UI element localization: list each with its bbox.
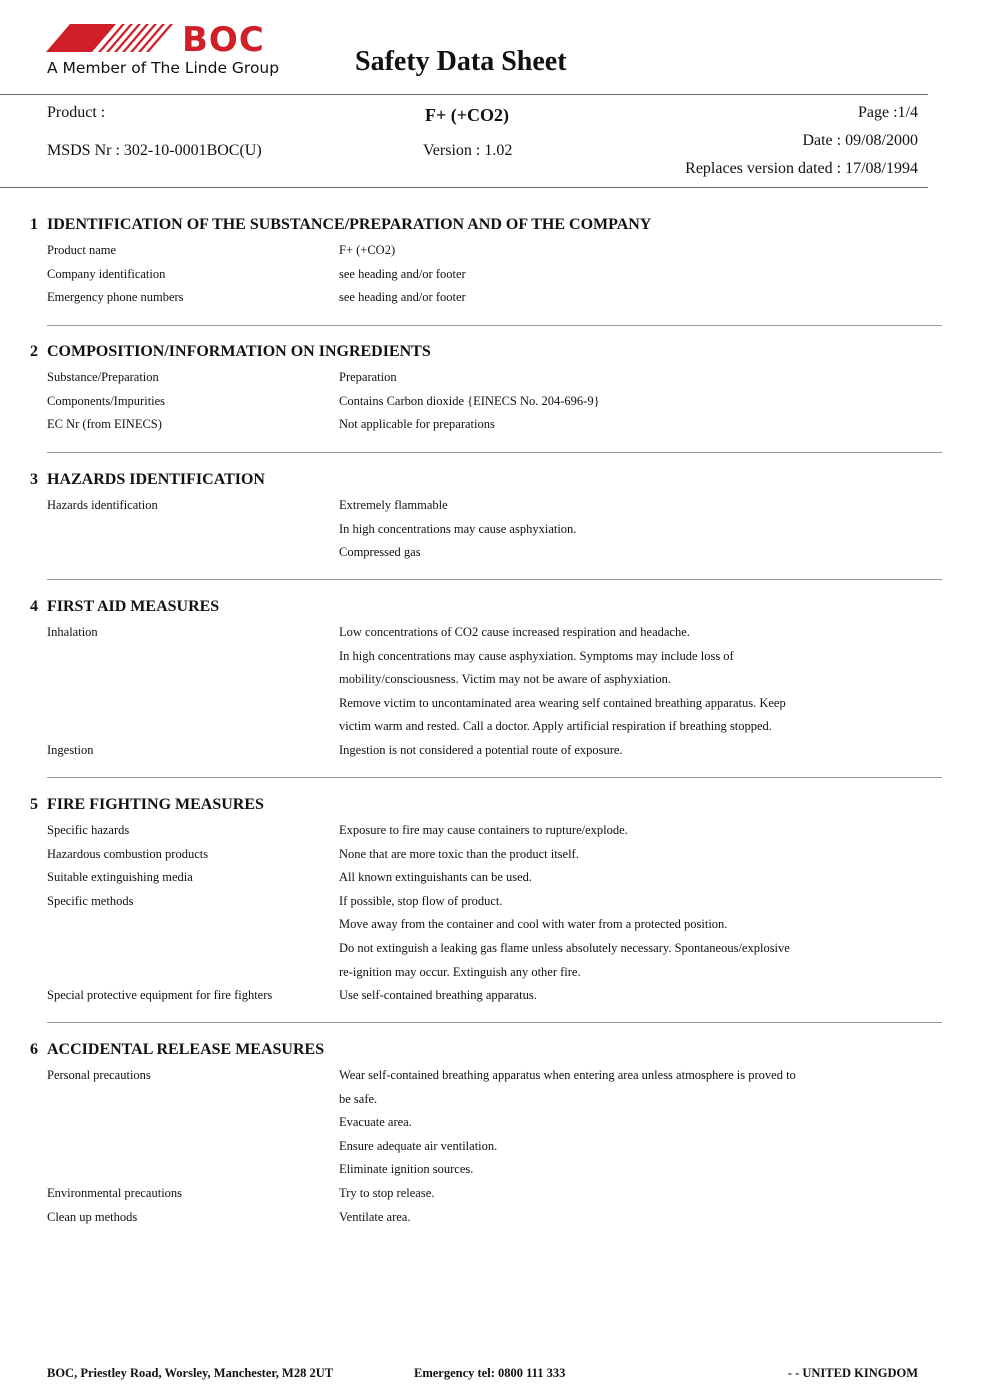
- document-title: Safety Data Sheet: [355, 46, 567, 77]
- section-title: [30, 471, 265, 489]
- section-number: 4: [30, 598, 38, 615]
- field-value: Do not extinguish a leaking gas flame unless absolutely necessary. Spontaneous/explosive: [339, 941, 790, 955]
- section-number: 1: [30, 216, 38, 233]
- product-value: F+ (+CO2): [425, 105, 509, 125]
- footer-address: BOC, Priestley Road, Worsley, Manchester, M28 2UT: [47, 1366, 334, 1380]
- logo-tagline: A Member of The Linde Group: [47, 59, 280, 77]
- footer-country: - - UNITED KINGDOM: [787, 1366, 918, 1380]
- field-value: If possible, stop flow of product.: [339, 893, 503, 908]
- field-label: EC Nr (from EINECS): [47, 417, 162, 432]
- section-heading: HAZARDS IDENTIFICATION: [47, 471, 265, 488]
- field-value: F+ (+CO2): [339, 243, 396, 257]
- field-value: In high concentrations may cause asphyxiation.: [339, 521, 577, 536]
- field-value: see heading and/or footer: [339, 290, 466, 305]
- footer-emergency: Emergency tel: 0800 111 333: [414, 1366, 566, 1380]
- field-value: Eliminate ignition sources.: [339, 1162, 474, 1177]
- field-value: Low concentrations of CO2 cause increased respiration and headache.: [339, 625, 690, 639]
- field-value: see heading and/or footer: [339, 266, 466, 281]
- section-heading: ACCIDENTAL RELEASE MEASURES: [47, 1041, 325, 1058]
- field-label: Inhalation: [47, 625, 98, 639]
- field-label: Environmental precautions: [47, 1186, 183, 1200]
- header-bottom-rule: [0, 187, 928, 188]
- field-label: Clean up methods: [47, 1209, 138, 1224]
- section-title: [30, 598, 219, 616]
- field-label: Ingestion: [47, 743, 94, 757]
- field-value: Preparation: [339, 370, 397, 384]
- section-title: [30, 796, 264, 814]
- logo-brand: BOC: [182, 20, 265, 60]
- section-number: 2: [30, 343, 38, 360]
- page-number: Page :1/4: [858, 104, 918, 121]
- section-divider: [47, 325, 942, 326]
- field-value: re-ignition may occur. Extinguish any other fire.: [339, 964, 581, 979]
- section-title: [30, 216, 651, 234]
- field-label: Emergency phone numbers: [47, 290, 184, 305]
- field-value: Compressed gas: [339, 545, 421, 560]
- field-label: Components/Impurities: [47, 393, 166, 408]
- section-number: 5: [30, 796, 38, 813]
- section-divider: [47, 452, 942, 453]
- product-label: Product :: [47, 104, 106, 121]
- field-value: be safe.: [339, 1091, 378, 1106]
- field-value: Wear self-contained breathing apparatus when entering area unless atmosphere is proved to: [339, 1068, 796, 1082]
- field-value: Use self-contained breathing apparatus.: [339, 988, 537, 1003]
- field-label: Special protective equipment for fire fighters: [47, 988, 273, 1003]
- field-value: Ventilate area.: [339, 1209, 411, 1224]
- msds-number: MSDS Nr : 302-10-0001BOC(U): [47, 142, 262, 159]
- field-value: Contains Carbon dioxide {EINECS No. 204-696-9}: [339, 393, 600, 408]
- replaces-version: Replaces version dated : 17/08/1994: [685, 160, 918, 177]
- field-value: Not applicable for preparations: [339, 417, 495, 432]
- section-number: 3: [30, 471, 38, 488]
- section-heading: COMPOSITION/INFORMATION ON INGREDIENTS: [47, 343, 431, 360]
- field-label: Company identification: [47, 266, 166, 281]
- field-label: Personal precautions: [47, 1068, 151, 1082]
- field-value: Ensure adequate air ventilation.: [339, 1138, 498, 1153]
- header-top-rule: [0, 94, 928, 95]
- field-label: Hazards identification: [47, 498, 158, 512]
- field-label: Specific methods: [47, 893, 134, 908]
- field-value: Ingestion is not considered a potential route of exposure.: [339, 743, 623, 757]
- field-value: victim warm and rested. Call a doctor. Apply artificial respiration if breathing stopped.: [339, 719, 772, 734]
- section-divider: [47, 579, 942, 580]
- field-value: mobility/consciousness. Victim may not be aware of asphyxiation.: [339, 672, 671, 687]
- issue-date: Date : 09/08/2000: [802, 132, 918, 149]
- section-divider: [47, 777, 942, 778]
- section-heading: IDENTIFICATION OF THE SUBSTANCE/PREPARATION AND OF THE COMPANY: [47, 216, 652, 233]
- field-value: None that are more toxic than the product itself.: [339, 846, 579, 861]
- field-value: Try to stop release.: [339, 1186, 435, 1200]
- field-value: Remove victim to uncontaminated area wearing self contained breathing apparatus. Keep: [339, 695, 786, 710]
- section-heading: FIRE FIGHTING MEASURES: [47, 796, 264, 813]
- section-title: [30, 1041, 324, 1059]
- field-label: Product name: [47, 243, 117, 257]
- section-number: 6: [30, 1041, 38, 1058]
- section-divider: [47, 1022, 942, 1023]
- boc-stripes-icon: [46, 24, 176, 52]
- field-value: In high concentrations may cause asphyxiation. Symptoms may include loss of: [339, 648, 734, 663]
- version: Version : 1.02: [423, 142, 513, 159]
- field-label: Specific hazards: [47, 823, 130, 837]
- field-label: Suitable extinguishing media: [47, 870, 193, 885]
- field-value: Extremely flammable: [339, 498, 448, 512]
- field-value: Exposure to fire may cause containers to rupture/explode.: [339, 823, 628, 837]
- field-value: Evacuate area.: [339, 1115, 412, 1130]
- section-title: [30, 343, 431, 361]
- field-value: All known extinguishants can be used.: [339, 870, 533, 885]
- field-label: Substance/Preparation: [47, 370, 159, 384]
- section-heading: FIRST AID MEASURES: [47, 598, 220, 615]
- boc-logo: [46, 22, 286, 82]
- field-value: Move away from the container and cool with water from a protected position.: [339, 917, 728, 932]
- field-label: Hazardous combustion products: [47, 846, 209, 861]
